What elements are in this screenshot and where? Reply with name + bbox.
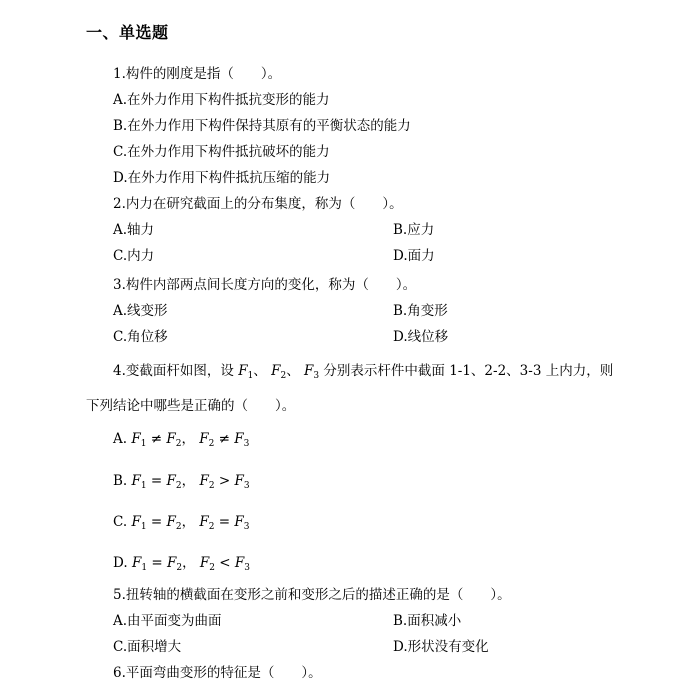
question-1-option-a: A.在外力作用下构件抵抗变形的能力 — [113, 92, 330, 108]
question-3-option-b: B.角变形 — [393, 303, 448, 319]
question-3-stem: 3.构件内部两点间长度方向的变化，称为（ ）。 — [113, 277, 417, 293]
question-6-stem: 6.平面弯曲变形的特征是（ ）。 — [113, 665, 322, 681]
question-2-option-c: C.内力 — [113, 248, 155, 264]
question-3-option-c: C.角位移 — [113, 329, 168, 345]
question-1-option-d: D.在外力作用下构件抵抗压缩的能力 — [113, 170, 331, 186]
question-5-stem: 5.扭转轴的横截面在变形之前和变形之后的描述正确的是（ ）。 — [113, 587, 511, 603]
question-1-option-c: C.在外力作用下构件抵抗破坏的能力 — [113, 144, 330, 160]
question-4-stem-line2: 下列结论中哪些是正确的（ ）。 — [86, 398, 296, 414]
question-1-option-b: B.在外力作用下构件保持其原有的平衡状态的能力 — [113, 118, 411, 134]
question-4-stem-part1: 4.变截面杆如图，设 — [113, 363, 234, 379]
question-3-option-a: A.线变形 — [113, 303, 168, 319]
question-4-option-a: A. $F_1 \ne F_2$， $F_2 \ne F_3$ — [113, 431, 250, 449]
question-2-option-b: B.应力 — [393, 222, 435, 238]
question-5-option-c: C.面积增大 — [113, 639, 182, 655]
question-5-option-d: D.形状没有变化 — [393, 639, 489, 655]
question-4-stem-part2: 分别表示杆件中截面 1-1、2-2、3-3 上内力，则 — [323, 363, 614, 379]
question-4-stem: 4.变截面杆如图，设 $F_1$、 $F_2$、 $F_3$ 分别表示杆件中截面 1-1、2-2、3-3 上内力，则 — [113, 363, 614, 381]
question-2-option-a: A.轴力 — [113, 222, 155, 238]
question-5-option-b: B.面积减小 — [393, 613, 462, 629]
question-4-option-d: D. $F_1 = F_2$， $F_2 < F_3$ — [113, 555, 250, 573]
question-3-option-d: D.线位移 — [393, 329, 449, 345]
question-5-option-a: A.由平面变为曲面 — [113, 613, 222, 629]
section-title: 一、单选题 — [86, 23, 169, 42]
question-1-stem: 1.构件的刚度是指（ ）。 — [113, 66, 282, 82]
question-2-option-d: D.面力 — [393, 248, 435, 264]
question-4-option-b: B. $F_1 = F_2$， $F_2 > F_3$ — [113, 473, 250, 491]
question-2-stem: 2.内力在研究截面上的分布集度，称为（ ）。 — [113, 196, 403, 212]
question-4-option-c: C. $F_1 = F_2$， $F_2 = F_3$ — [113, 514, 250, 532]
